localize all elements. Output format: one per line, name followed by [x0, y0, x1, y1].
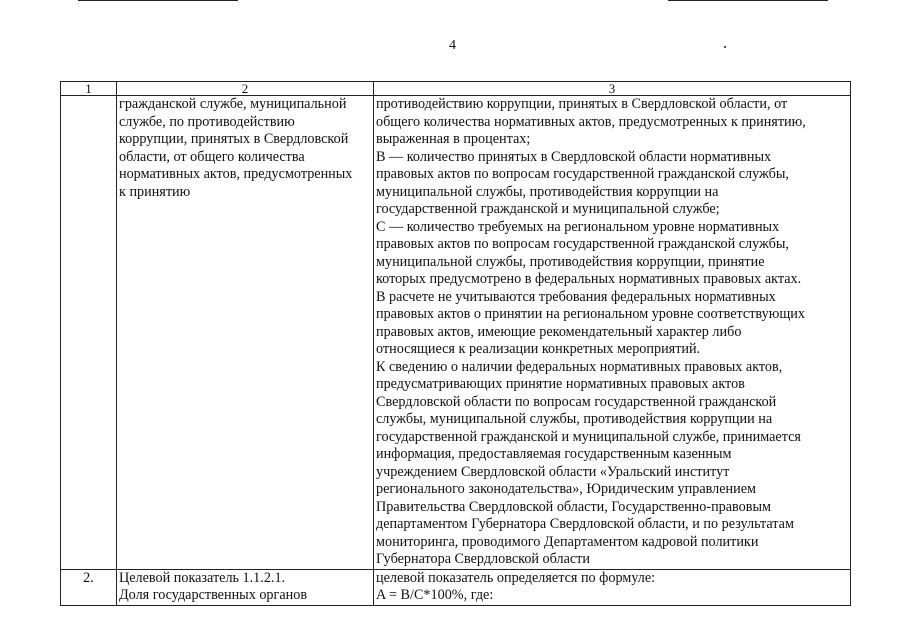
- indicator-line: Целевой показатель 1.1.2.1.: [119, 569, 286, 586]
- header-col-1: 1: [61, 82, 117, 96]
- method-line: общего количества нормативных актов, предусмотренных к принятию,: [376, 113, 806, 130]
- method-line: Свердловской области по вопросам государственной гражданской: [376, 393, 777, 410]
- indicator-line: гражданской службе, муниципальной: [119, 96, 347, 112]
- method-line: правовых актов о принятии на региональном уровне соответствующих: [376, 306, 805, 322]
- method-line: муниципальной службы, противодействия коррупции, принятие: [376, 253, 765, 270]
- indicator-cell: [117, 569, 374, 605]
- method-line: государственной гражданской и муниципальной службе;: [376, 201, 720, 217]
- method-line: которых предусмотрено в федеральных нормативных правовых актах.: [376, 271, 802, 287]
- method-line: службы, муниципальной службы, противодействия коррупции на: [376, 411, 773, 427]
- method-line: информация, предоставляемая государственным казенным: [376, 446, 732, 462]
- table-row: [61, 96, 851, 570]
- method-line: муниципальной службы, противодействия коррупции на: [376, 183, 719, 200]
- method-line: К сведению о наличии федеральных нормативных правовых актов,: [376, 358, 783, 375]
- row-number-cell: [61, 569, 117, 605]
- method-line: учреждением Свердловской области «Уральский институт: [376, 463, 730, 480]
- top-rule-left: [78, 0, 238, 1]
- page-number: 4: [449, 38, 456, 53]
- method-line: Губернатора Свердловской области: [376, 551, 590, 567]
- indicator-line: нормативных актов, предусмотренных: [119, 166, 353, 182]
- top-rule-right: [668, 0, 828, 1]
- method-line: целевой показатель определяется по формуле:: [376, 569, 656, 586]
- method-line: выраженная в процентах;: [376, 131, 531, 147]
- method-cell: [374, 569, 851, 605]
- method-cell: [374, 96, 851, 570]
- method-line: регионального законодательства», Юридическим управлением: [376, 481, 756, 497]
- header-col-3: 3: [374, 82, 851, 96]
- method-line: государственной гражданской и муниципальной службе, принимается: [376, 428, 801, 445]
- table-row: [61, 569, 851, 605]
- indicator-line: службе, по противодействию: [119, 113, 295, 130]
- indicator-line: коррупции, принятых в Свердловской: [119, 131, 349, 147]
- row-number-cell: [61, 96, 117, 570]
- method-line: правовых актов по вопросам государственной гражданской службы,: [376, 236, 789, 252]
- row-number: 2.: [83, 569, 94, 586]
- header-col-2: 2: [117, 82, 374, 96]
- method-line: C — количество требуемых на региональном уровне нормативных: [376, 218, 780, 235]
- method-line: A = B/C*100%, где:: [376, 587, 494, 603]
- method-line: B — количество принятых в Свердловской области нормативных: [376, 148, 772, 165]
- method-line: противодействию коррупции, принятых в Свердловской области, от: [376, 96, 788, 112]
- method-line: предусматривающих принятие нормативных правовых актов: [376, 376, 745, 392]
- method-line: Правительства Свердловской области, Государственно-правовым: [376, 498, 771, 515]
- indicator-line: к принятию: [119, 183, 191, 200]
- table-header-row: [61, 82, 851, 96]
- method-line: мониторинга, проводимого Департаментом кадровой политики: [376, 533, 759, 550]
- document-table: [60, 81, 851, 606]
- indicator-line: области, от общего количества: [119, 148, 305, 165]
- method-line: относящиеся к реализации конкретных мероприятий.: [376, 341, 701, 357]
- method-line: правовых актов по вопросам государственной гражданской службы,: [376, 166, 789, 182]
- method-line: В расчете не учитываются требования федеральных нормативных: [376, 288, 776, 305]
- method-line: департаментом Губернатора Свердловской области, и по результатам: [376, 516, 794, 532]
- indicator-cell: [117, 96, 374, 570]
- stray-dot: [724, 46, 726, 48]
- indicator-line: Доля государственных органов: [119, 587, 308, 603]
- method-line: правовых актов, имеющие рекомендательный характер либо: [376, 323, 742, 340]
